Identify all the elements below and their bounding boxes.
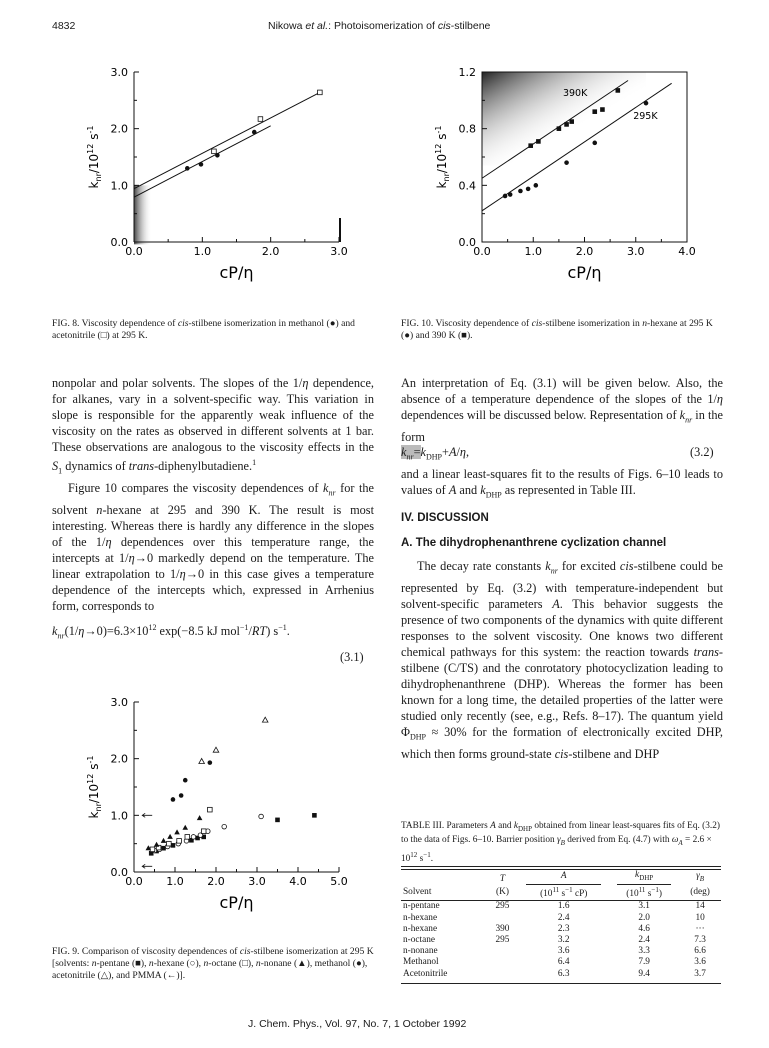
x-tick-label: 4.0 (289, 875, 307, 888)
data-point (185, 835, 190, 840)
table-cell: 6.6 (694, 946, 706, 957)
table-3-caption: TABLE III. Parameters A and $k_{DHP}$ obtained from linear least-squares fits of Eq. (3.2) to the data of Figs. 6–10. Barrier position $\gamma_B$ derived from Eq. (4.7) with $\omega_A = 2.6 \times 10^{12}$ $s^{-1}$. (401, 821, 720, 864)
table-cell: n-hexane (403, 923, 438, 934)
y-tick-label: 0.8 (458, 122, 476, 136)
table-cell: Methanol (403, 957, 439, 968)
data-point (161, 838, 167, 843)
col-units-a: ($10^{11}$ $s^{-1}$ cP) (540, 886, 588, 900)
subsection-heading: A. The dihydrophenanthrene cyclization channel (401, 537, 667, 549)
data-point (179, 793, 184, 798)
table-cell: 7.9 (638, 957, 650, 968)
data-point (185, 166, 190, 171)
table-row (401, 946, 721, 957)
data-point (174, 829, 180, 834)
table-cell: n-octane (403, 934, 436, 945)
equation-3-2-number: (3.2) (690, 445, 714, 459)
y-tick-label: 3.0 (110, 696, 128, 709)
data-point (259, 814, 264, 819)
running-title: Nikowa et al.: Photoisomerization of cis-stilbene (268, 20, 491, 32)
left-paragraph-2: Figure 10 compares the viscosity dependences of $k_{nr}$ for the solvent n-hexane at 295 and 390 K. The result is most interesting. Whereas there is hardly any difference in the slopes of the 1/η dependences over this temperature range, the intercepts at 1/η→0 markedly depend on the temperature. The linear extrapolation to 1/η→0 in this case gives a temperature dependence of the intercepts which, expressed in Arrhenius form, corresponds to (52, 481, 374, 614)
data-point (258, 117, 263, 122)
data-point (592, 109, 597, 114)
table-row (401, 957, 721, 968)
equation-3-1-number: (3.1) (340, 650, 364, 664)
table-cell (487, 913, 519, 924)
shaded-background (482, 72, 646, 166)
data-point (312, 813, 317, 818)
figure-10-chart (400, 60, 730, 300)
data-point (201, 829, 206, 834)
table-cell: n-nonane (403, 946, 438, 957)
data-point (150, 847, 155, 852)
equation-3-1: $k_{nr}(1/\eta\to 0)=6.3\times 10^{12}$ exp(−8.5 kJ mol$^{-1}$/RT) $s^{-1}$. (52, 623, 290, 641)
data-point (208, 760, 213, 765)
left-column-text (52, 375, 374, 614)
data-point (177, 839, 182, 844)
data-point (262, 717, 268, 722)
data-point (644, 101, 649, 106)
table-cell: 2.0 (638, 912, 650, 923)
table-cell: 2.3 (557, 923, 570, 934)
table-cell: Acetonitrile (403, 968, 448, 979)
table-cell: 2.4 (557, 912, 570, 923)
right-paragraph-1: An interpretation of Eq. (3.1) will be given below. Also, the absence of a temperature dependence of the slopes of the 1/η dependences will be discussed below. Representation of $k_{nr}$ in the form (401, 376, 723, 444)
equation-3-2: $k_{nr}=k_{DHP}+A/\eta$, (401, 445, 470, 462)
data-point (167, 834, 173, 839)
x-axis-label: cP/η (567, 263, 602, 282)
x-tick-label: 1.0 (193, 245, 212, 258)
left-paragraph-1: nonpolar and polar solvents. The slopes of the 1/η dependence, for alkanes, vary in a solvent-specific way. This variation in slope is responsible for the apparently weak influence of the viscosity on the rates as observed in different solvents at 1 bar. These observations are analogous to the viscosity effects in the $S_1$ dynamics of trans-diphenylbutadiene.$^1$ (52, 376, 374, 477)
table-cell: 3.3 (638, 946, 650, 957)
data-point (208, 807, 213, 812)
fit-line (134, 126, 271, 197)
figure-8-caption: FIG. 8. Viscosity dependence of cis-stilbene isomerization in methanol (●) and acetonitrile (□) at 295 K. (52, 318, 355, 341)
data-point (526, 187, 531, 192)
data-point (212, 149, 217, 154)
series-label-295k: 295K (633, 110, 658, 122)
data-point (197, 815, 203, 820)
y-tick-label: 0.0 (110, 866, 128, 879)
data-point (142, 813, 152, 817)
data-point (564, 122, 569, 127)
right-paragraph-2: and a linear least-squares fit to the results of Figs. 6–10 leads to values of A and $k_{DHP}$ as represented in Table III. (401, 467, 723, 500)
y-tick-label: 1.2 (458, 66, 476, 79)
data-point (191, 835, 196, 840)
table-cell: 3.6 (694, 957, 706, 968)
table-cell: 3.1 (638, 901, 650, 912)
x-tick-label: 1.0 (524, 245, 542, 258)
x-tick-label: 3.0 (330, 245, 348, 258)
series-label-390k: 390K (562, 88, 588, 100)
y-tick-label: 0.0 (458, 236, 476, 249)
table-row (401, 913, 721, 924)
x-tick-label: 0.0 (125, 875, 143, 888)
table-cell: 295 (495, 934, 510, 945)
data-point (183, 778, 188, 783)
data-point (167, 841, 172, 846)
data-point (534, 183, 539, 188)
data-point (569, 119, 574, 124)
figure-9-chart (52, 690, 372, 930)
data-point (592, 141, 597, 146)
table-cell: 295 (495, 901, 510, 912)
x-tick-label: 2.0 (261, 245, 280, 258)
x-axis-label: cP/η (219, 893, 254, 912)
x-tick-label: 0.0 (125, 245, 143, 258)
data-point (518, 189, 523, 194)
x-axis-label: cP/η (219, 263, 254, 282)
x-tick-label: 4.0 (678, 245, 696, 258)
data-point (557, 126, 562, 131)
table-cell: 14 (695, 901, 705, 912)
table-cell: 6.3 (557, 968, 570, 979)
data-point (171, 797, 176, 802)
page-number: 4832 (52, 20, 76, 32)
y-axis-label: $k_{nr}/10^{12}$ $s^{-1}$ (86, 125, 103, 189)
table-cell (487, 969, 519, 980)
table-cell (487, 957, 519, 968)
x-tick-label: 3.0 (248, 875, 266, 888)
y-tick-label: 1.0 (110, 809, 128, 823)
figure-8-chart (52, 60, 372, 300)
data-point (222, 824, 227, 829)
data-point (213, 747, 219, 752)
table-cell: 7.3 (694, 934, 706, 945)
table-row (401, 935, 721, 946)
y-axis-label: $k_{nr}/10^{12}$ $s^{-1}$ (86, 755, 103, 819)
table-cell: 9.4 (638, 968, 650, 979)
table-cell: 390 (495, 923, 510, 934)
table-row (401, 924, 721, 935)
data-point (154, 842, 160, 847)
data-point (182, 825, 188, 830)
section-heading: IV. DISCUSSION (401, 512, 489, 524)
data-point (536, 139, 541, 144)
table-row (401, 969, 721, 980)
table-cell: 1.6 (557, 901, 570, 912)
y-tick-label: 2.0 (110, 122, 128, 136)
table-cell: 3.2 (557, 934, 570, 945)
data-point (199, 162, 204, 167)
table-cell: 4.6 (638, 923, 650, 934)
table-cell: 6.4 (557, 957, 570, 968)
table-3: T A $k_{DHP}$ $\gamma_B$ Solvent (K) ($10^{11}$ $s^{-1}$ cP) ($10^{11}$ $s^{-1}$) (deg) n-pentane 295 1.6 3.1 14 n-hexane 2.4 2.0 10 n-hexane 390 2.3 4.6 ··· n-octane 295 3.2 2.4 7.3 n-nonane 3.6 3.3 6.6 Methanol 6.4 7.9 3.6 Acetonitrile 6.3 9.4 3.7 (401, 866, 721, 984)
fit-line (134, 92, 320, 188)
y-axis-label: $k_{nr}/10^{12}$ $s^{-1}$ (434, 125, 451, 189)
figure-9-caption: FIG. 9. Comparison of viscosity dependences of cis-stilbene isomerization at 295 K [solvents: n-pentane (■), n-hexane (○), n-octane (□), n-nonane (▲), methanol (●), acetonitrile (△), and PMMA (←)]. (52, 946, 374, 981)
data-point (528, 143, 533, 148)
footer-citation: J. Chem. Phys., Vol. 97, No. 7, 1 October 1992 (248, 1018, 467, 1030)
x-tick-label: 2.0 (207, 875, 225, 888)
edge-mark (339, 218, 341, 242)
shaded-corner (134, 185, 152, 244)
y-tick-label: 0.0 (110, 236, 128, 249)
data-point (275, 818, 280, 823)
x-tick-label: 3.0 (627, 245, 645, 258)
data-point (508, 192, 513, 197)
data-point (199, 759, 205, 764)
data-point (600, 107, 605, 112)
table-cell (487, 946, 519, 957)
data-point (564, 160, 569, 165)
x-tick-label: 2.0 (575, 245, 594, 258)
x-tick-label: 5.0 (330, 875, 348, 888)
table-cell: 10 (695, 912, 705, 923)
x-tick-label: 1.0 (166, 875, 184, 888)
data-point (142, 864, 152, 868)
y-tick-label: 2.0 (110, 752, 128, 766)
y-tick-label: 0.4 (458, 179, 476, 193)
table-cell: 3.6 (557, 946, 570, 957)
table-cell: 3.7 (694, 968, 706, 979)
right-paragraph-3: The decay rate constants $k_{nr}$ for excited cis-stilbene could be represented by Eq. (3.2) with temperature-independent but solvent-specific parameters A. This behavior suggests the presence of two components of the dynamics with quite different responses to the solvent viscosity. One knows two different chemical pathways for this system: the reaction towards trans-stilbene (C/TS) and the conrotatory photocyclization leading to dihydrophenanthrene (DHP). Whereas the former has been known for a long time, the detailed properties of the latter were studied only recently (see, e.g., Refs. 8–17). The quantum yield $\Phi_{DHP} \approx 30\%$ for the formation of electronically excited DHP, which then forms ground-state cis-stilbene and DHP (401, 559, 724, 761)
y-tick-label: 1.0 (110, 179, 128, 193)
table-cell: n-pentane (403, 901, 440, 912)
data-point (503, 194, 508, 199)
table-cell: n-hexane (403, 912, 438, 923)
data-point (318, 90, 323, 95)
y-tick-label: 3.0 (110, 66, 128, 79)
data-point (616, 88, 621, 93)
data-point (252, 130, 257, 135)
x-tick-label: 0.0 (473, 245, 491, 258)
figure-10-caption: FIG. 10. Viscosity dependence of cis-stilbene isomerization in n-hexane at 295 K (●) and 390 K (■). (401, 318, 713, 341)
table-cell: ··· (695, 923, 705, 934)
table-row (401, 901, 721, 913)
table-cell: 2.4 (638, 934, 650, 945)
